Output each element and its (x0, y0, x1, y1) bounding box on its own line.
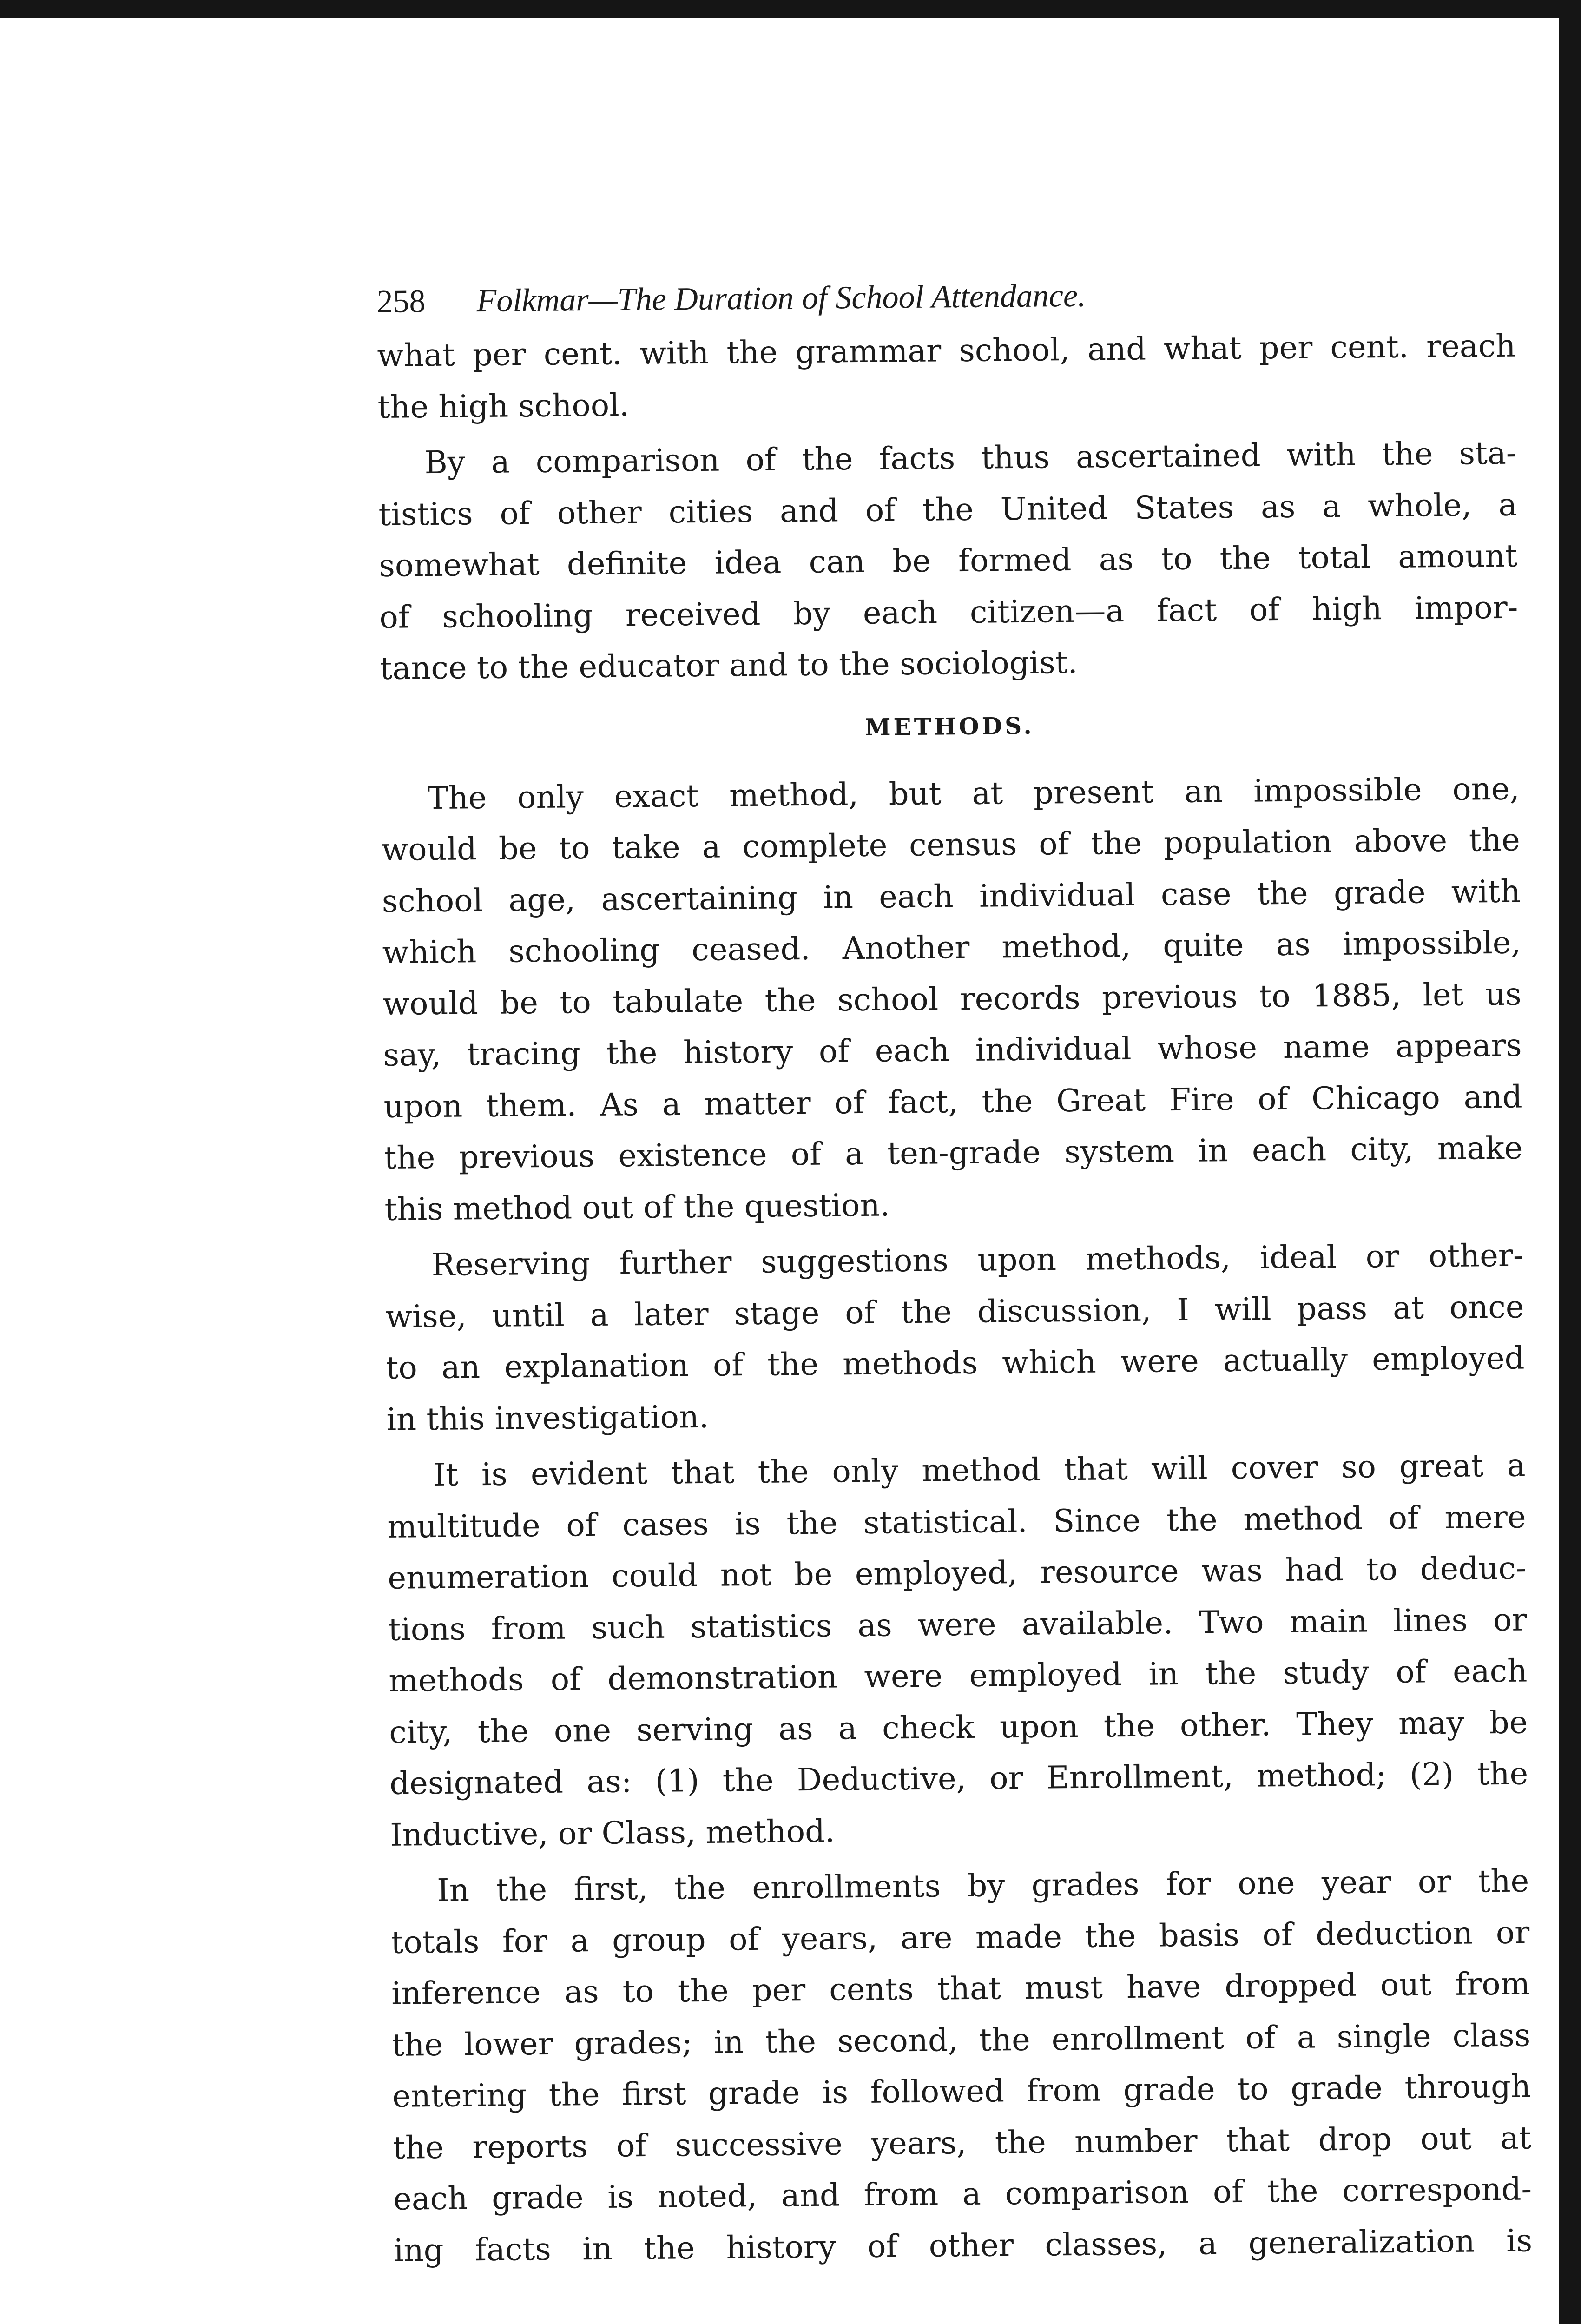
paragraph-intro-continued (377, 320, 1516, 433)
text-line: what per cent. with the grammar school, and what per cent. reach (377, 327, 1516, 374)
text-line: somewhat definite idea can be formed as to the total amount (379, 537, 1518, 584)
text-line: wise, until a later stage of the discussion, I will pass at once (385, 1288, 1524, 1335)
text-line: The only exact method, but at present an impossible one, (427, 770, 1520, 816)
text-line: totals for a group of years, are made the basis of deduction or (390, 1914, 1530, 1961)
text-line: which schooling ceased. Another method, quite as impossible, (382, 924, 1521, 971)
text-line: the previous existence of a ten-grade system in each city, make (384, 1129, 1523, 1176)
page-number: 258 (376, 284, 426, 320)
text-line: Inductive, or Class, method. (389, 1813, 835, 1853)
text-line: tance to the educator and to the sociologist. (380, 644, 1078, 687)
paragraph-exact-method (381, 763, 1523, 1235)
text-line: this method out of the question. (384, 1186, 890, 1228)
paragraph-first-second (390, 1855, 1533, 2276)
text-line: upon them. As a matter of fact, the Great Fire of Chicago and (383, 1078, 1522, 1125)
paragraph-comparison (378, 428, 1519, 694)
text-line: each grade is noted, and from a comparison of the correspond- (393, 2171, 1532, 2217)
text-line: would be to take a complete census of the population above the (381, 821, 1521, 868)
scan-right-edge (1559, 0, 1581, 2324)
text-line: inference as to the per cents that must have dropped out from (391, 1965, 1530, 2012)
text-line: Reserving further suggestions upon methods, ideal or other- (431, 1237, 1524, 1283)
text-line: would be to tabulate the school records previous to 1885, let us (382, 976, 1522, 1022)
text-line: of schooling received by each citizen—a fact of high impor- (379, 589, 1518, 635)
running-title: Folkmar—The Duration of School Attendance. (476, 277, 1086, 319)
text-line: city, the one serving as a check upon the other. They may be (389, 1704, 1528, 1750)
paragraph-reserving (385, 1230, 1525, 1445)
text-line: methods of demonstration were employed in the study of each (389, 1652, 1528, 1699)
text-line: enumeration could not be employed, resource was had to deduc- (388, 1550, 1527, 1596)
text-line: entering the first grade is followed from grade to grade through (392, 2068, 1531, 2114)
text-line: the lower grades; in the second, the enrollment of a single class (391, 2016, 1531, 2063)
text-line: the high school. (377, 386, 630, 425)
text-line: school age, ascertaining in each individual case the grade with (382, 873, 1521, 919)
text-line: to an explanation of the methods which were actually employed (386, 1340, 1525, 1386)
text-line: in this investigation. (386, 1398, 709, 1438)
text-line: tistics of other cities and of the United States as a whole, a (378, 486, 1517, 533)
text-line: tions from such statistics as were available. Two main lines or (388, 1601, 1527, 1648)
text-line: designated as: (1) the Deductive, or Enrollment, method; (2) the (389, 1755, 1528, 1802)
text-line: In the first, the enrollments by grades for one year or the (437, 1862, 1529, 1908)
running-head (376, 264, 1515, 330)
text-line: the reports of successive years, the number that drop out at (392, 2119, 1532, 2166)
paragraph-statistical (387, 1440, 1529, 1861)
text-line: say, tracing the history of each individual whose name appears (383, 1027, 1522, 1073)
text-line: It is evident that the only method that will cover so great a (433, 1447, 1526, 1493)
text-line: multitude of cases is the statistical. Since the method of mere (387, 1499, 1526, 1545)
section-heading: METHODS. (864, 712, 1035, 741)
book-page (376, 264, 1532, 2276)
text-line: ing facts in the history of other classes, a generalization is (393, 2222, 1533, 2269)
text-line: By a comparison of the facts thus ascertained with the sta- (424, 435, 1517, 481)
scan-top-edge (0, 0, 1581, 18)
